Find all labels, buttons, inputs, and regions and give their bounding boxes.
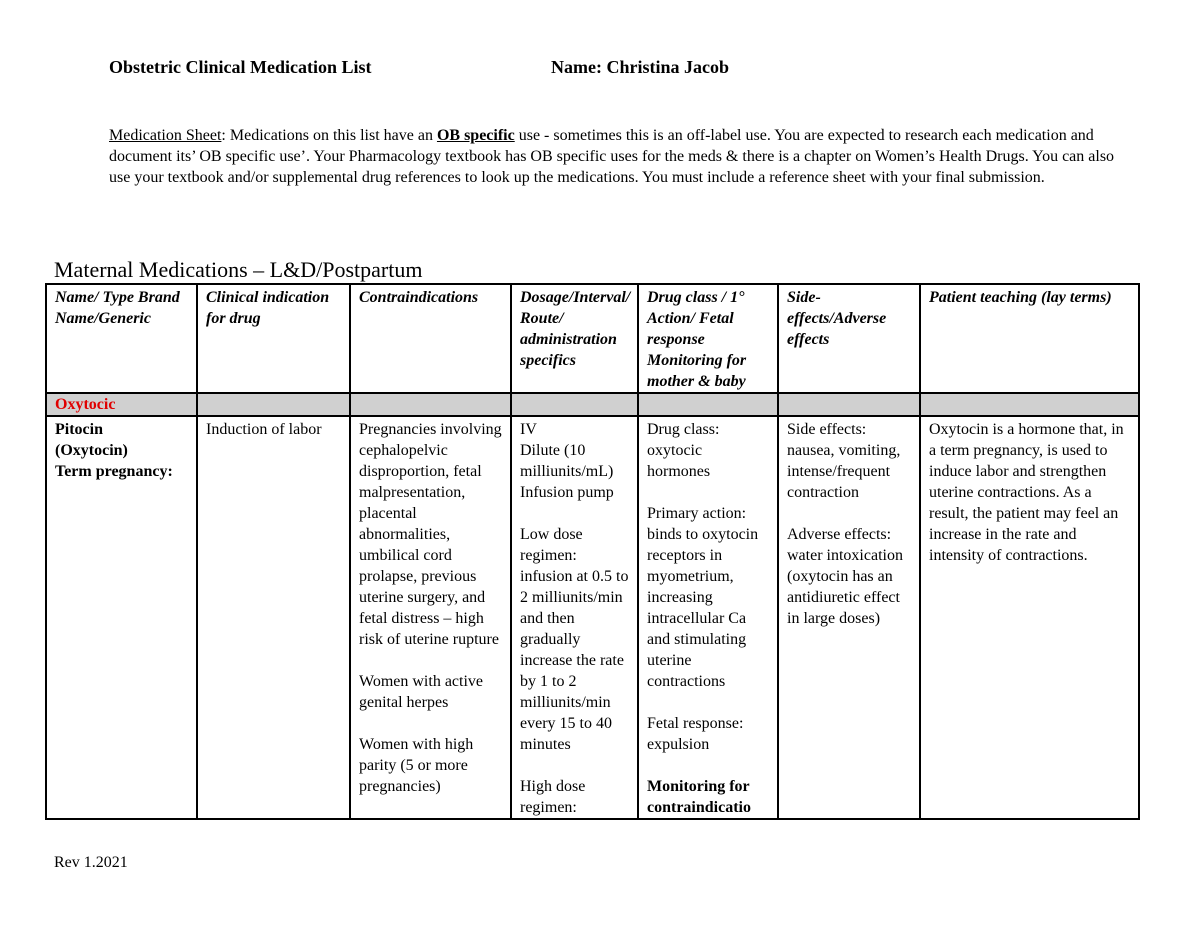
contraindications: Pregnancies involving cephalopelvic disproportion, fetal malpresentation, placental abnormalities, umbilical cord prolapse, previous uterine surgery, and fetal distress – high risk of uterine rupture Women with active genital herpes Women with high parity (5 or more pregnancies) xyxy=(350,416,511,819)
category-cell xyxy=(511,393,638,416)
clinical-indication: Induction of labor xyxy=(197,416,350,819)
category-cell xyxy=(778,393,920,416)
header-contraindications: Contraindications xyxy=(350,284,511,393)
header-name: Name/ Type Brand Name/Generic xyxy=(46,284,197,393)
category-cell xyxy=(197,393,350,416)
category-cell xyxy=(920,393,1139,416)
student-name: Name: Christina Jacob xyxy=(551,57,729,77)
intro-text-2: use - sometimes this is an off-label use. You are expected to research each medication and document its’ OB specific use’. Your Pharmacology textbook has OB specific uses for the meds & there is a chapter on Women’s Health Drugs. You can also use your textbook and/or supplemental drug references to look up the medications. You must include a reference sheet with your final submission. xyxy=(109,127,1115,186)
dosage: IV Dilute (10 milliunits/mL) Infusion pump Low dose regimen: infusion at 0.5 to 2 milliunits/min and then gradually increase the rate by 1 to 2 milliunits/min every 15 to 40 minutes High dose regimen: xyxy=(511,416,638,819)
drug-class-monitoring: Monitoring for contraindicatio xyxy=(647,778,751,816)
category-row xyxy=(46,393,1139,416)
intro-text-1: : Medications on this list have an xyxy=(221,127,437,144)
drug-name: Pitocin (Oxytocin) Term pregnancy: xyxy=(46,416,197,819)
drug-class-cell xyxy=(638,416,778,819)
header-indication: Clinical indication for drug xyxy=(197,284,350,393)
revision-label: Rev 1.2021 xyxy=(54,854,128,871)
drug-class: Drug class: oxytocic hormones Primary action: binds to oxytocin receptors in myometrium, increasing intracellular Ca and stimulating uterine contractions Fetal response: expulsion xyxy=(647,421,759,753)
side-effects: Side effects: nausea, vomiting, intense/frequent contraction Adverse effects: water intoxication (oxytocin has an antidiuretic effect in large doses) xyxy=(778,416,920,819)
section-title: Maternal Medications – L&D/Postpartum xyxy=(54,257,423,282)
header-drug-class: Drug class / 1° Action/ Fetal response Monitoring for mother & baby xyxy=(638,284,778,393)
table-row xyxy=(46,416,1139,819)
medication-table xyxy=(45,283,1140,820)
intro-emphasis: OB specific xyxy=(436,127,515,144)
document-title: Obstetric Clinical Medication List xyxy=(109,57,372,77)
category-cell xyxy=(638,393,778,416)
header-teaching: Patient teaching (lay terms) xyxy=(920,284,1139,393)
patient-teaching: Oxytocin is a hormone that, in a term pregnancy, is used to induce labor and strengthen uterine contractions. As a result, the patient may feel an increase in the rate and intensity of contractions. xyxy=(920,416,1139,819)
category-label: Oxytocic xyxy=(46,393,197,416)
table-header-row xyxy=(46,284,1139,393)
category-cell xyxy=(350,393,511,416)
intro-label: Medication Sheet xyxy=(109,127,222,144)
intro-paragraph xyxy=(109,125,1139,188)
header-side-effects: Side-effects/Adverse effects xyxy=(778,284,920,393)
header-dosage: Dosage/Interval/ Route/ administration specifics xyxy=(511,284,638,393)
